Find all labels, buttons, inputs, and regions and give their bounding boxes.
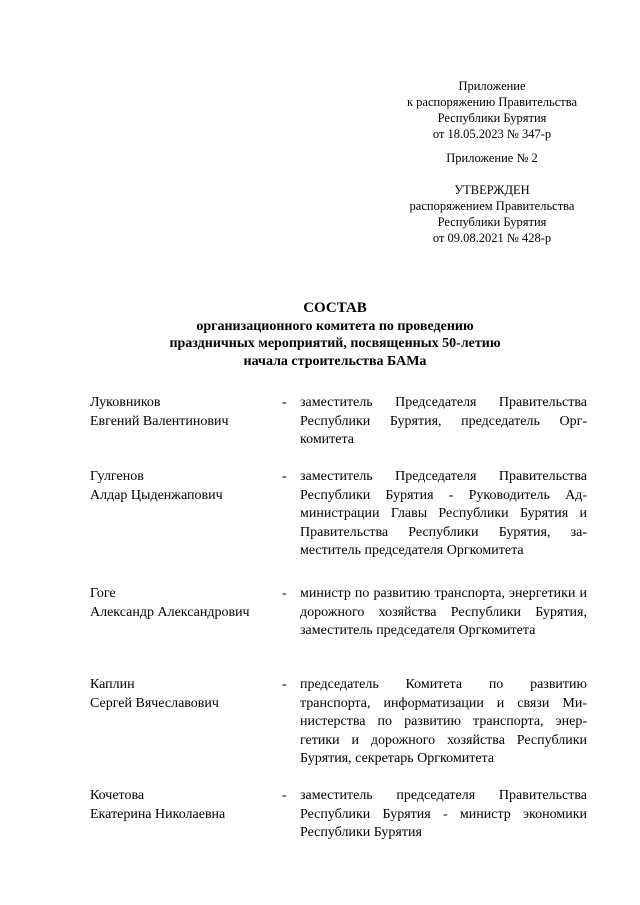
member-dash: -: [282, 586, 287, 601]
approval-header: [392, 182, 592, 246]
member-name: [90, 468, 280, 505]
document-title: [0, 300, 640, 370]
member-surname: Каплин: [90, 677, 135, 692]
member-dash: -: [282, 395, 287, 410]
member-surname: Кочетова: [90, 788, 145, 803]
member-given-names: Евгений Валентинович: [90, 413, 229, 429]
title-line-2: организационного комитета по проведению: [196, 318, 474, 334]
member-surname: Гоге: [90, 586, 116, 601]
member-role: заместитель Председателя Правительства Республики Бурятия, председатель Оргкомитета: [300, 395, 587, 448]
member-given-names: Алдар Цыденжапович: [90, 487, 223, 503]
member-role: председатель Комитета по развитию транспорта, информатизации и связи Министерства по развитию транспорта, энергетики и дорожного хозяйства Республики Бурятия, секретарь Оргкомитета: [300, 677, 587, 767]
title-line-4: начала строительства БАМа: [243, 353, 427, 369]
member-dash: -: [282, 788, 287, 803]
appendix-label: Приложение: [458, 79, 526, 93]
member-given-names: Екатерина Николаевна: [90, 806, 226, 822]
member-dash: -: [282, 677, 287, 692]
member-role: заместитель председателя Правительства Республики Бурятия - министр экономики Республики Бурятия: [300, 788, 587, 841]
member-name: [90, 787, 280, 824]
member-given-names: Сергей Вячеславович: [90, 695, 219, 711]
appendix-number-label: Приложение № 2: [446, 151, 538, 165]
member-given-names: Александр Александрович: [90, 604, 250, 620]
approval-republic: Республики Бурятия: [437, 215, 547, 229]
member-name: [90, 585, 280, 622]
member-role: министр по развитию транспорта, энергетики и дорожного хозяйства Республики Бурятия, заместитель председателя Оргкомитета: [300, 586, 587, 639]
title-line-3: праздничных мероприятий, посвященных 50-летию: [169, 336, 501, 351]
member-name: [90, 394, 280, 431]
approval-order-type: распоряжением Правительства: [409, 199, 575, 213]
member-surname: Луковников: [90, 395, 161, 410]
approval-label: УТВЕРЖДЕН: [454, 183, 530, 197]
appendix-number-header: [392, 150, 592, 166]
title-main: СОСТАВ: [303, 300, 367, 316]
appendix-header: [392, 78, 592, 142]
appendix-order-type: к распоряжению Правительства: [406, 95, 577, 109]
member-surname: Гулгенов: [90, 469, 144, 484]
member-name: [90, 676, 280, 713]
member-dash: -: [282, 469, 287, 484]
approval-date-number: от 09.08.2021 № 428-р: [432, 231, 552, 245]
appendix-republic: Республики Бурятия: [437, 111, 547, 125]
member-role: заместитель Председателя Правительства Республики Бурятия - Руководитель Администрации Главы Республики Бурятия и Правительства Республики Бурятия, заместитель председателя Оргкомитета: [300, 469, 587, 559]
appendix-date-number: от 18.05.2023 № 347-р: [432, 127, 552, 141]
